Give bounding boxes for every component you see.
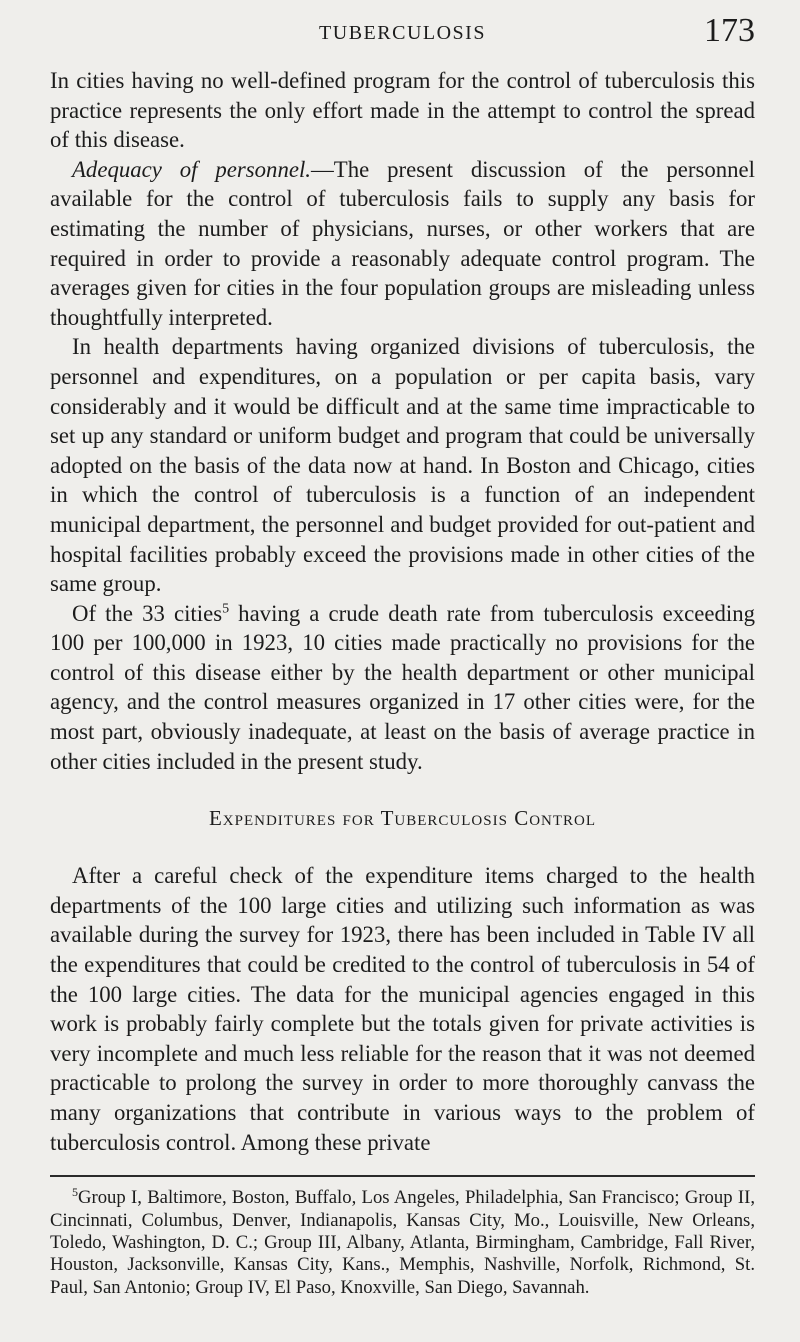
footnote-mark: 5 <box>72 1184 78 1199</box>
footnote-reference: 5 <box>222 601 230 617</box>
paragraph-run-in-heading: Adequacy of personnel. <box>72 156 311 182</box>
paragraph-33-cities <box>50 599 755 777</box>
paragraph-text: having a crude death rate from tuberculosis exceeding 100 per 100,000 in 1923, 10 cities made practically no provisions for the control of this disease either by the health department or other municipal agency, and the control measures organized in 17 other cities were, for the most part, obviously inadequate, at least on the basis of average practice in other cities included in the present study. <box>50 600 755 774</box>
footnote <box>50 1184 755 1299</box>
paragraph-adequacy-of-personnel <box>50 155 755 333</box>
paragraph-text: —The present discussion of the personnel available for the control of tuberculosis fails to supply any basis for estimating the number of physicians, nurses, or other workers that are required in order to provide a reasonably adequate control program. The averages given for cities in the four population groups are misleading unless thoughtfully interpreted. <box>50 156 755 330</box>
running-title: TUBERCULOSIS <box>319 22 486 44</box>
section-heading: Expenditures for Tuberculosis Control <box>208 806 597 831</box>
paragraph-expenditures: After a careful check of the expenditure items charged to the health departments of the 100 large cities and utilizing such information as was available during the survey for 1923, there has been included in Table IV all the expenditures that could be credited to the control of tuberculosis in 54 of the 100 large cities. The data for the municipal agencies engaged in this work is probably fairly complete but the totals given for private activities is very incomplete and much less reliable for the reason that it was not deemed practicable to prolong the survey in order to more thoroughly canvass the many organizations that contribute in various ways to the problem of tuberculosis control. Among these private <box>50 863 755 1155</box>
paragraph-1: In cities having no well-defined program for the control of tuberculosis this practice represents the only effort made in the attempt to control the spread of this disease. <box>50 68 755 153</box>
document-page <box>50 14 755 1299</box>
running-header <box>50 14 755 54</box>
page-number: 173 <box>704 12 755 49</box>
footnote-text: Group I, Baltimore, Boston, Buffalo, Los Angeles, Philadelphia, San Francisco; Group II, Cincinnati, Columbus, Denver, Indianapolis, Kansas City, Mo., Louisville, New Orleans, Toledo, Washington, D. C.; Group III, Albany, Atlanta, Birmingham, Cambridge, Fall River, Houston, Jacksonville, Kansas City, Kans., Memphis, Nashville, Norfolk, Richmond, St. Paul, San Antonio; Group IV, El Paso, Knoxville, San Diego, Savannah. <box>50 1187 755 1298</box>
footnote-divider <box>50 1175 755 1177</box>
paragraph-text: Of the 33 cities <box>72 600 223 626</box>
paragraph-health-departments: In health departments having organized divisions of tuberculosis, the personnel and expenditures, on a population or per capita basis, vary considerably and it would be difficult and at the same time impracticable to set up any standard or uniform budget and program that could be universally adopted on the basis of the data now at hand. In Boston and Chicago, cities in which the control of tuberculosis is a function of an independent municipal department, the personnel and budget provided for out-patient and hospital facilities probably exceed the provisions made in other cities of the same group. <box>50 334 755 597</box>
